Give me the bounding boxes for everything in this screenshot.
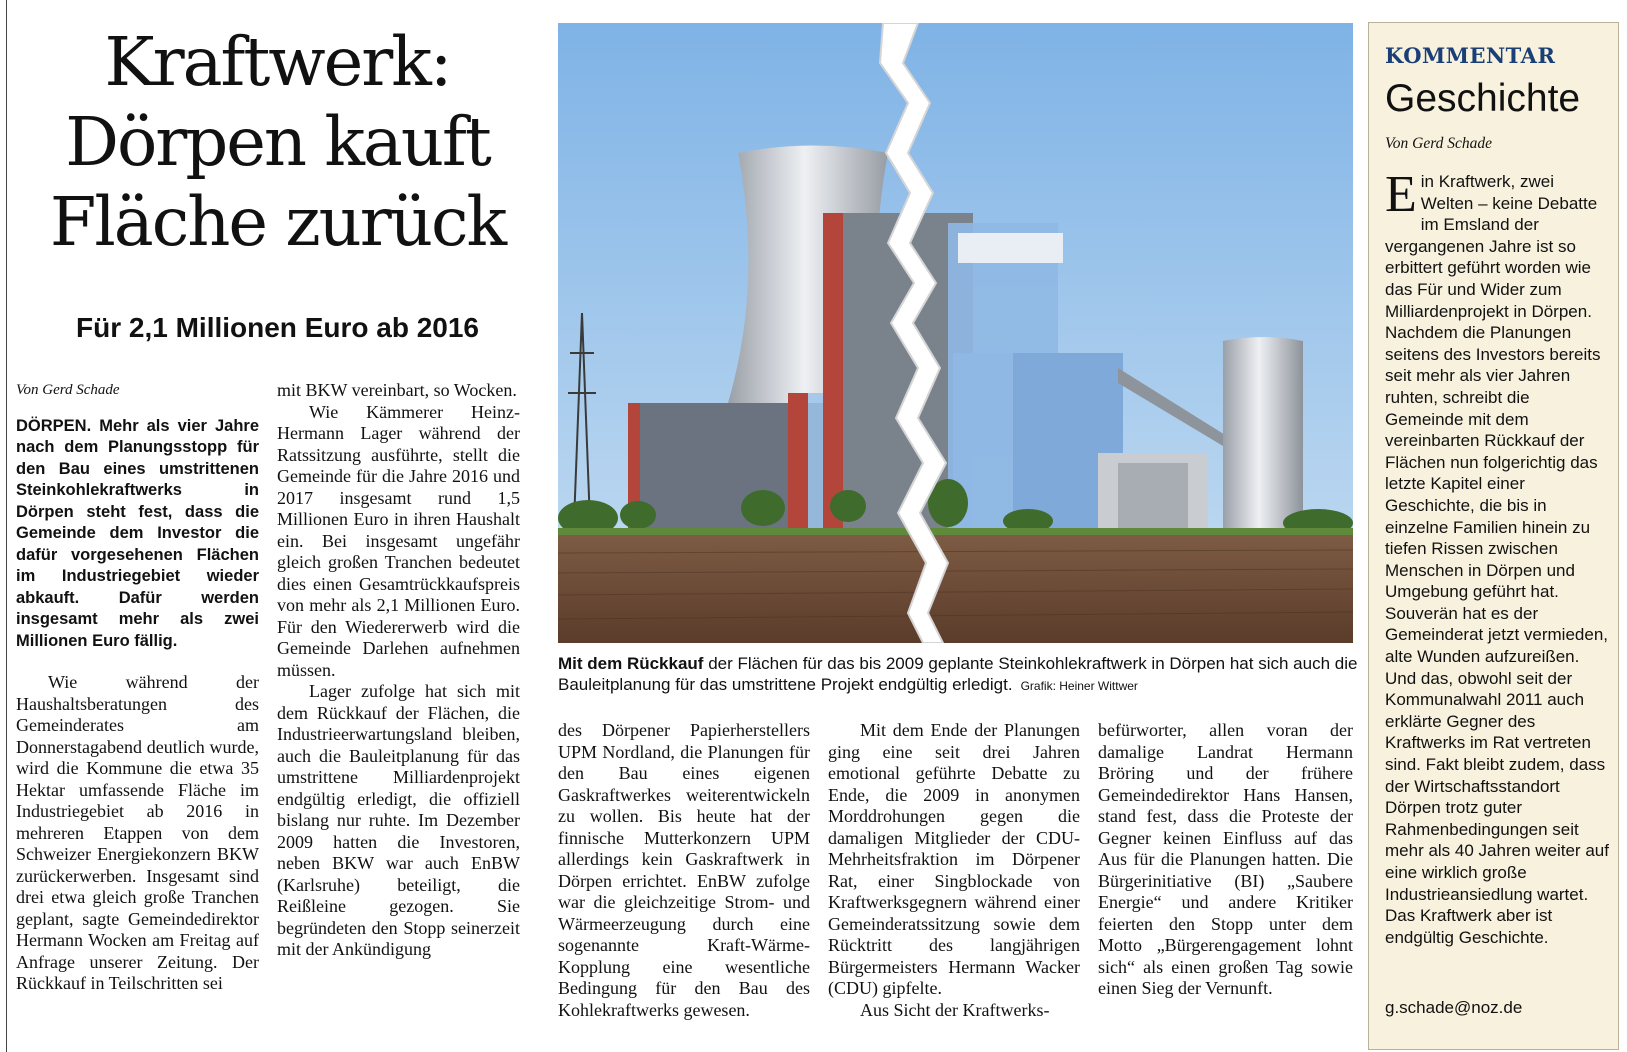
headline-line-3: Fläche zurück — [49, 183, 506, 261]
article-column-2 — [277, 380, 520, 961]
kommentar-byline: Von Gerd Schade — [1385, 135, 1493, 152]
kommentar-email[interactable]: g.schade@noz.de — [1385, 998, 1523, 1017]
article-paragraph: Lager zufolge hat sich mit dem Rückkauf der Flächen, die Industrieerwartungsland bleiben, auch die Bauleitplanung für das umstrittene Milliardenprojekt endgültig erledigt, die offiziell bislang nur ruhte. Im Dezember 2009 hatten die Investoren, neben BKW war auch EnBW (Karlsruhe) beteiligt, die Reißleine gezogen. Sie begründeten den Stopp seinerzeit mit der Ankündigung — [277, 681, 520, 959]
article-column-3 — [558, 720, 810, 1021]
photo-caption — [558, 653, 1358, 697]
article-column-4 — [828, 720, 1080, 1021]
kommentar-title: Geschichte — [1385, 77, 1581, 120]
kommentar-box — [1368, 22, 1619, 1050]
silo — [1223, 337, 1303, 538]
kommentar-body: in Kraftwerk, zwei Welten – keine Debatte im Emsland der vergangenen Jahre ist so erbittert geführt worden wie das Für und Wider zum Milliardenprojekt in Dörpen. Nachdem die Planungen seitens des Investors bereits seit mehr als vier Jahren ruhten, schreibt die Gemeinde mit dem vereinbarten Rückkauf der Flächen nun folgerichtig das letzte Kapitel einer Geschichte, die bis in einzelne Familien hinein zu tiefen Rissen zwischen Menschen in Dörpen und Umgebung geführt hat. Souverän hat es der Gemeinderat jetzt vermieden, alte Wunden aufzureißen. Und das, obwohl seit der Kommunalwahl 2011 auch erklärte Gegner des Kraftwerks im Rat vertreten sind. Fakt bleibt zudem, dass der Wirtschaftsstandort Dörpen trotz guter Rahmenbedingungen seit mehr als 40 Jahren weiter auf eine wirklich große Industrieansiedlung wartet. Das Kraftwerk aber ist endgültig Geschichte. — [1385, 172, 1609, 947]
headline — [20, 22, 535, 262]
kommentar-label: KOMMENTAR — [1385, 43, 1556, 68]
article-paragraph: Mit dem Ende der Planungen ging eine seit drei Jahren emotional geführte Debatte zu Ende, die 2009 in anonymen Morddrohungen gegen die damaligen Mitglieder der CDU-Mehrheitsfraktion im Dörpener Rat, einer Singblockade von Kraftwerksgegnern während einer Gemeinderatssitzung sowie dem Rücktritt des langjährigen Bürgermeisters Hermann Wacker (CDU) gipfelte. — [828, 720, 1080, 998]
article-column-5 — [1098, 720, 1353, 1000]
article-lead: DÖRPEN. Mehr als vier Jahre nach dem Planungsstopp für den Bau eines umstrittenen Steinkohlekraftwerks in Dörpen steht fest, dass die Gemeinde dem Investor die dafür vorgesehenen Flächen im Industriegebiet wieder abkauft. Dafür werden insgesamt mehr als zwei Millionen Euro fällig. — [16, 416, 259, 650]
caption-text: der Flächen für das bis 2009 geplante Steinkohlekraftwerk in Dörpen hat sich auch die Bauleitplanung für das umstrittene Projekt endgültig erledigt. — [558, 654, 1358, 694]
kommentar-text — [1385, 166, 1609, 948]
page-border — [6, 0, 7, 1052]
article-paragraph: Wie während der Haushaltsberatungen des Gemeinderates am Donnerstagabend deutlich wurde, wird die Kommune die etwa 35 Hektar umfassende Fläche im Industriegebiet ab 2016 in mehreren Etappen von dem Schweizer Energiekonzern BKW zurückerwerben. Insgesamt sind drei etwa gleich große Tranchen geplant, sagte Gemeindedirektor Hermann Wocken am Freitag auf Anfrage unserer Zeitung. Der Rückkauf in Teilschritten sei — [16, 672, 259, 993]
headline-line-2: Dörpen kauft — [65, 103, 490, 181]
article-paragraph: Aus Sicht der Kraftwerks- — [860, 999, 1050, 1020]
subheadline: Für 2,1 Millionen Euro ab 2016 — [76, 312, 479, 343]
power-plant-illustration — [558, 23, 1353, 643]
headline-line-1: Kraftwerk: — [104, 23, 451, 101]
article-paragraph: des Dörpener Papierherstellers UPM Nordland, die Planungen für den Bau eines eigenen Gaskraftwerkes weiterentwickeln zu wollen. Bis heute hat der finnische Mutterkonzern UPM allerdings kein Gaskraftwerk in Dörpen errichtet. EnBW zufolge war die gleichzeitige Strom- und Wärmeerzeugung durch eine sogenannte Kraft-Wärme-Kopplung eine wesentliche Bedingung für den Bau des Kohlekraftwerks gewesen. — [558, 720, 810, 1020]
article-paragraph: befürworter, allen voran der damalige Landrat Hermann Bröring und der frühere Gemeindedirektor Hans Hansen, stand fest, dass die Proteste der Gegner keinen Einfluss auf das Aus für die Planungen hatten. Die Bürgerinitiative (BI) „Saubere Energie“ und andere Kritiker feierten den Stopp unter dem Motto „Bürgerengagement lohnt sich“ als einen großen Tag sowie einen Sieg der Vernunft. — [1098, 720, 1353, 998]
power-plant-photo — [558, 23, 1353, 643]
article-paragraph: mit BKW vereinbart, so Wocken. — [277, 380, 517, 400]
photo-credit: Grafik: Heiner Wittwer — [1020, 679, 1138, 693]
kommentar-dropcap: E — [1385, 166, 1417, 223]
article-byline: Von Gerd Schade — [16, 382, 120, 398]
article-paragraph: Wie Kämmerer Heinz-Hermann Lager während der Ratssitzung ausführte, stellt die Gemeinde für die Jahre 2016 und 2017 insgesamt rund 1,5 Millionen Euro in ihren Haushalt ein. Bei insgesamt ungefähr gleich großen Tranchen bedeutet dies einen Gesamtrückkaufspreis von mehr als 2,1 Millionen Euro. Für den Wiedererwerb wird die Gemeinde Darlehen aufnehmen müssen. — [277, 401, 520, 680]
article-column-1 — [16, 380, 259, 995]
caption-bold: Mit dem Rückkauf — [558, 654, 704, 673]
